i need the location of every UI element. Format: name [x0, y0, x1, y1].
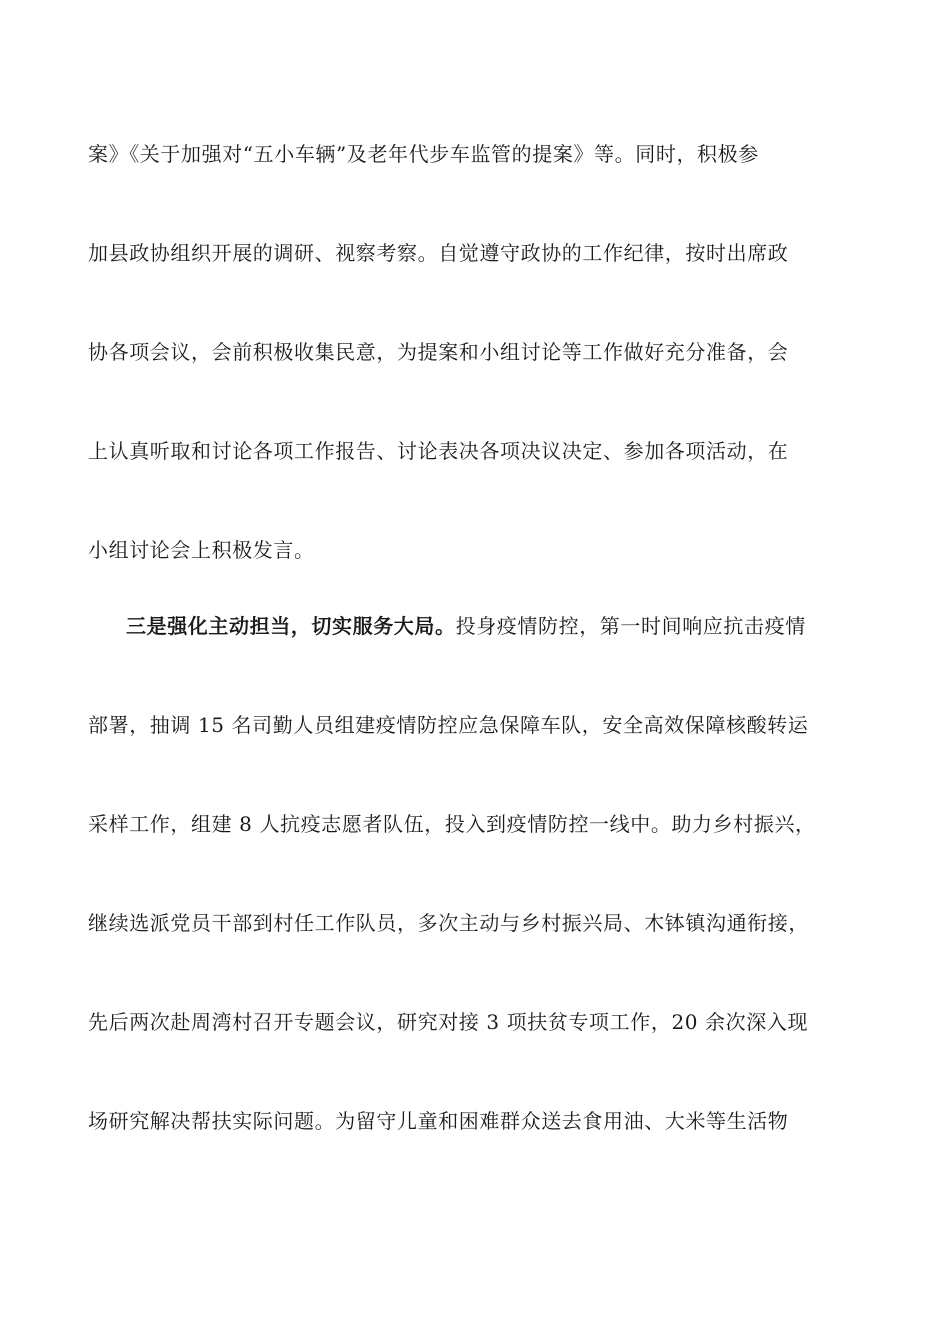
text-line: 协各项会议，会前积极收集民意，为提案和小组讨论等工作做好充分准备，会 — [88, 340, 789, 364]
text-line: 小组讨论会上积极发言。 — [88, 538, 315, 562]
text-line: 场研究解决帮扶实际问题。为留守儿童和困难群众送去食用油、大米等生活物 — [88, 1109, 789, 1133]
text-line: 加县政协组织开展的调研、视察考察。自觉遵守政协的工作纪律，按时出席政 — [88, 241, 789, 265]
text-line: 案》《关于加强对“五小车辆”及老年代步车监管的提案》等。同时，积极参 — [88, 142, 759, 166]
text-line: 先后两次赴周湾村召开专题会议，研究对接 3 项扶贫专项工作，20 余次深入现 — [88, 1010, 809, 1034]
text-line: 部署，抽调 15 名司勤人员组建疫情防控应急保障车队，安全高效保障核酸转运 — [88, 713, 809, 737]
section-paragraph-first-line — [126, 612, 868, 640]
section-heading: 三是强化主动担当，切实服务大局。 — [126, 614, 456, 638]
text-line: 上认真听取和讨论各项工作报告、讨论表决各项决议决定、参加各项活动，在 — [88, 439, 789, 463]
section-heading-continuation: 投身疫情防控，第一时间响应抗击疫情 — [455, 614, 806, 638]
text-line: 采样工作，组建 8 人抗疫志愿者队伍，投入到疫情防控一线中。助力乡村振兴， — [88, 812, 816, 836]
text-line: 继续选派党员干部到村任工作队员，多次主动与乡村振兴局、木钵镇沟通衔接， — [88, 911, 809, 935]
